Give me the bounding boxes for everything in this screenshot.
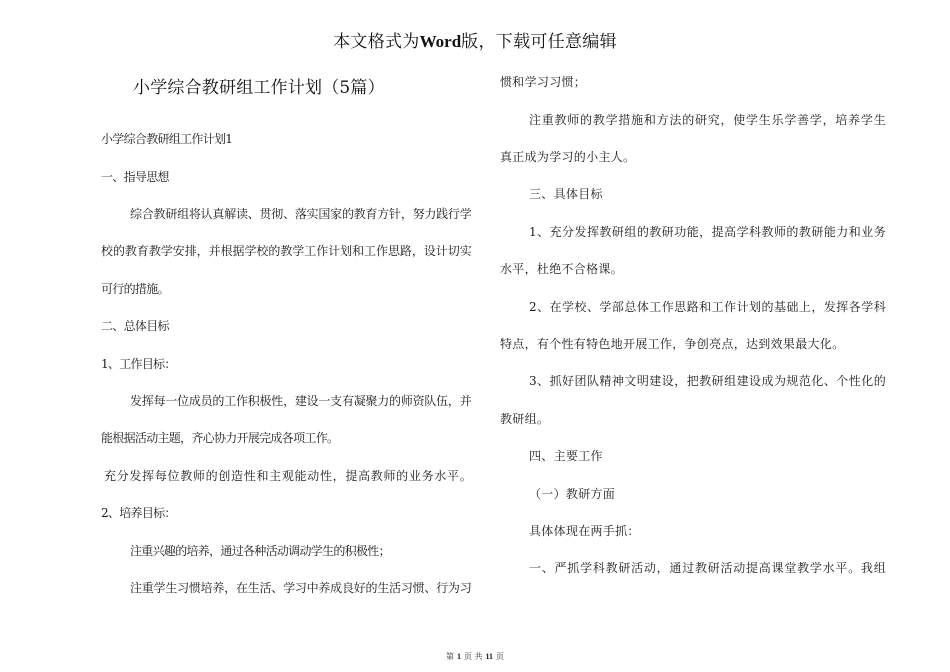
paragraph-line: 3、抓好团队精神文明建设，把教研组建设成为规范化、个性化的 — [529, 374, 886, 389]
header-text-prefix: 本文格式为 — [333, 32, 420, 52]
sub-heading: 2、培养目标： — [101, 506, 176, 521]
paragraph-line: 综合教研组将认真解读、贯彻、落实国家的教育方针，努力践行学 — [130, 207, 471, 222]
paragraph-line: 惯和学习习惯； — [500, 75, 587, 90]
paragraph-line: 2、在学校、学部总体工作思路和工作计划的基础上，发挥各学科 — [529, 299, 886, 314]
page-footer — [0, 651, 950, 663]
paragraph-line: 注重教师的教学措施和方法的研究，使学生乐学善学，培养学生 — [529, 112, 886, 127]
paragraph-line: 发挥每一位成员的工作积极性，建设一支有凝聚力的师资队伍，并 — [130, 394, 471, 409]
page-label-prefix: 第 — [445, 652, 454, 661]
paragraph-line: 能根据活动主题，齐心协力开展完成各项工作。 — [101, 431, 339, 446]
sub-heading: 1、工作目标： — [101, 356, 176, 371]
section-heading: 四、主要工作 — [529, 449, 603, 464]
paragraph-line: 真正成为学习的小主人。 — [500, 150, 636, 165]
section-heading: 三、具体目标 — [529, 187, 603, 202]
total-pages: 11 — [485, 652, 494, 661]
paragraph-line: 一、严抓学科教研活动，通过教研活动提高课堂教学水平。我组 — [529, 561, 886, 576]
page-label-suffix: 页 — [496, 652, 505, 661]
paragraph-line: 水平，杜绝不合格课。 — [500, 262, 624, 277]
document-header-banner — [0, 31, 950, 53]
paragraph-line: 教研组。 — [500, 411, 550, 426]
document-subtitle: 小学综合教研组工作计划1 — [101, 132, 233, 147]
page-number: 1 — [456, 652, 461, 661]
document-title: 小学综合教研组工作计划（5篇） — [133, 78, 385, 98]
left-column — [101, 121, 471, 607]
paragraph-line: 注重兴趣的培养，通过各种活动调动学生的积极性； — [130, 543, 390, 558]
paragraph-line: 注重学生习惯培养，在生活、学习中养成良好的生活习惯、行为习 — [130, 580, 471, 595]
paragraph-line: 具体体现在两手抓： — [529, 523, 640, 538]
paragraph-line: 可行的措施。 — [101, 281, 169, 296]
paragraph-line: 充分发挥每位教师的创造性和主观能动性，提高教师的业务水平。 — [104, 468, 471, 483]
paragraph-line: 1、充分发挥教研组的教研功能，提高学科教师的教研能力和业务 — [529, 224, 886, 239]
page-label-middle: 页 共 — [463, 652, 483, 661]
paragraph-line: 特点，有个性有特色地开展工作，争创亮点，达到效果最大化。 — [500, 337, 845, 352]
paragraph-line: 校的教育教学安排，并根据学校的教学工作计划和工作思路，设计切实 — [101, 244, 471, 259]
section-heading: 一、指导思想 — [101, 169, 169, 184]
section-heading: 二、总体目标 — [101, 319, 169, 334]
header-format-name: Word — [419, 32, 462, 51]
sub-heading: （一）教研方面 — [529, 486, 616, 501]
header-text-suffix: 版，下载可任意编辑 — [461, 32, 617, 52]
right-column — [500, 64, 886, 587]
